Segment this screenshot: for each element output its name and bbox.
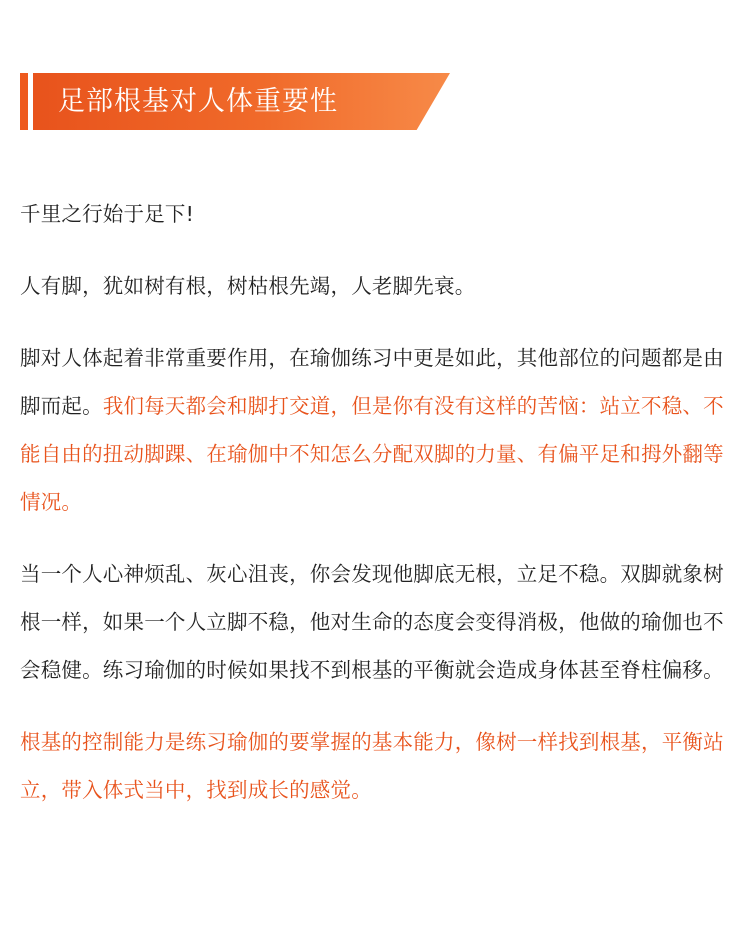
paragraph-conclusion: 根基的控制能力是练习瑜伽的要掌握的基本能力，像树一样找到根基，平衡站立，带入体式当中，找到成长的感觉。 xyxy=(20,730,724,802)
header-accent-bar xyxy=(20,73,28,130)
paragraph-stability: 当一个人心神烦乱、灰心沮丧，你会发现他脚底无根，立足不稳。双脚就象树根一样，如果一个人立脚不稳，他对生命的态度会变得消极，他做的瑜伽也不会稳健。练习瑜伽的时候如果找不到根基的平衡就会造成身体甚至脊柱偏移。 xyxy=(20,562,724,682)
paragraph-importance-text: 脚对人体起着非常重要作用，在瑜伽练习中更是如此，其他部位的问题都是由脚而起。 xyxy=(20,346,724,418)
section-title: 足部根基对人体重要性 xyxy=(58,86,338,117)
section-header-banner xyxy=(20,73,450,130)
paragraph-importance xyxy=(20,334,730,526)
paragraph-proverb: 人有脚，犹如树有根，树枯根先竭，人老脚先衰。 xyxy=(20,274,476,298)
paragraph-intro: 千里之行始于足下! xyxy=(20,202,195,226)
article-body xyxy=(20,190,730,838)
paragraph-importance-highlight: 我们每天都会和脚打交道，但是你有没有这样的苦恼：站立不稳、不能自由的扭动脚踝、在瑜伽中不知怎么分配双脚的力量、有偏平足和拇外翻等情况。 xyxy=(20,394,724,514)
